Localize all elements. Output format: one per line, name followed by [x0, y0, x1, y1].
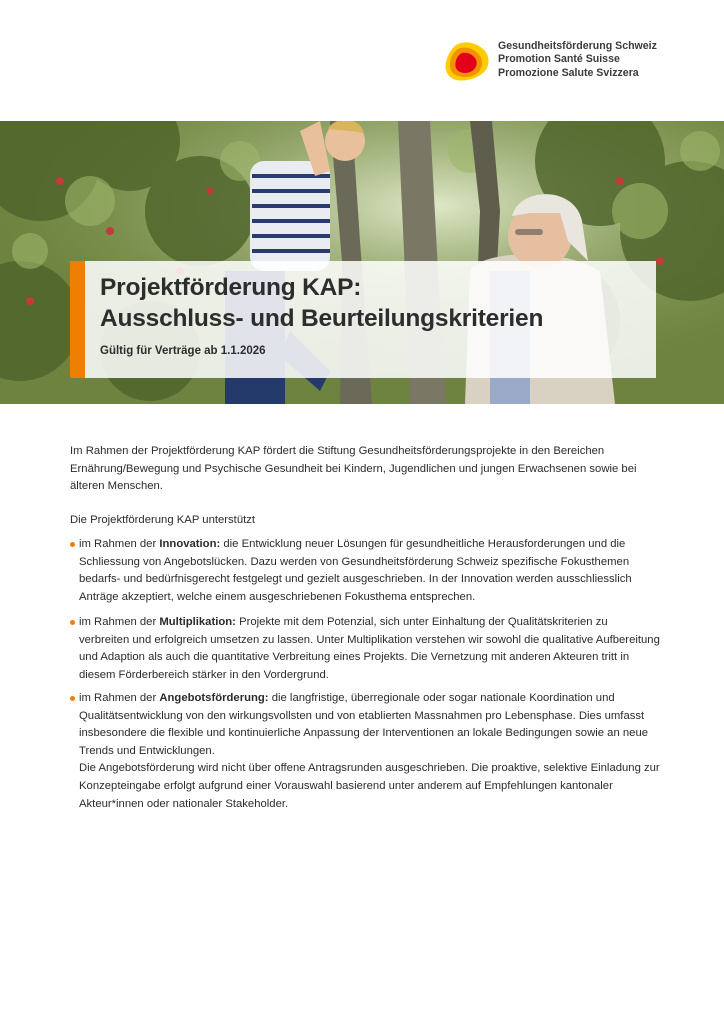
- bullet-prefix: im Rahmen der: [79, 538, 160, 550]
- page-title-line1: Projektförderung KAP:: [100, 274, 362, 301]
- bullet-prefix: im Rahmen der: [79, 692, 160, 704]
- bullet-description: die Entwicklung neuer Lösungen für gesundheitliche Herausforderungen und die Schliessung von Angebotslücken. Dazu werden von Gesundheitsförderung Schweiz spezifische Fokusthemen bedarfs- und bedürfnisgerecht festgelegt und gezielt ausgeschrieben. In der Innovation werden ausschliesslich Anträge akzeptiert, welche einem ausgeschriebenen Fokusthema entsprechen.: [79, 538, 632, 603]
- bullet-angebotsfoerderung: [70, 690, 660, 813]
- logo-line-it: Promozione Salute Svizzera: [498, 66, 639, 79]
- bullet-description: die langfristige, überregionale oder sogar nationale Koordination und Qualitätsentwicklung von den wirkungsvollsten und von etablierten Massnahmen pro Lebensphase. Dies umfasst insbesondere die flexible und kontinuierliche Anpassung der Interventionen an lokale Bedingungen sowie an neue Trends und Entwicklungen.: [79, 692, 649, 757]
- bullet-dot-icon: [70, 620, 75, 625]
- bullet-keyword: Innovation:: [159, 538, 221, 550]
- bullet-extra-text: Die Angebotsförderung wird nicht über offene Antragsrunden ausgeschrieben. Die proaktive, selektive Einladung zur Konzepteingabe erfolgt aufgrund einer Vorauswahl basierend unter anderem auf Empfehlungen kantonaler Akteur*innen oder nationaler Stakeholder.: [79, 762, 660, 810]
- page-title-line2: Ausschluss- und Beurteilungskriterien: [100, 305, 544, 332]
- organization-logo: [444, 40, 684, 84]
- logo-wordmark: [498, 40, 657, 80]
- lead-sentence: Die Projektförderung KAP unterstützt: [70, 514, 256, 526]
- logo-line-de: Gesundheitsförderung Schweiz: [498, 40, 657, 52]
- bullet-text: [79, 690, 660, 760]
- bullet-dot-icon: [70, 542, 75, 547]
- bullet-innovation: [70, 536, 660, 606]
- bullet-text: [79, 614, 660, 684]
- logo-line-fr: Promotion Santé Suisse: [498, 53, 620, 66]
- bullet-description: Projekte mit dem Potenzial, sich unter Einhaltung der Qualitätskriterien zu verbreiten und erfolgreich umsetzen zu lassen. Unter Multiplikation verstehen wir sowohl die qualitative Aufbereitung und Adaption als auch die quantitative Verbreitung eines Projekts. Die Vernetzung mit anderen Akteuren tritt in diesem Förderbereich stärker in den Vordergrund.: [79, 616, 660, 681]
- bullet-keyword: Angebotsförderung:: [159, 692, 269, 704]
- bullet-text: [79, 536, 660, 606]
- bullet-multiplikation: [70, 614, 660, 684]
- logo-mark-icon: [444, 40, 492, 84]
- validity-subtitle: Gültig für Verträge ab 1.1.2026: [100, 345, 266, 357]
- bullet-dot-icon: [70, 696, 75, 701]
- bullet-keyword: Multiplikation:: [159, 616, 236, 628]
- intro-paragraph: Im Rahmen der Projektförderung KAP fördert die Stiftung Gesundheitsförderungsprojekte in den Bereichen Ernährung/Bewegung und Psychische Gesundheit bei Kindern, Jugendlichen und jungen Erwachsenen sowie bei älteren Menschen.: [70, 445, 637, 493]
- bullet-prefix: im Rahmen der: [79, 616, 160, 628]
- title-accent-bar: [70, 261, 85, 378]
